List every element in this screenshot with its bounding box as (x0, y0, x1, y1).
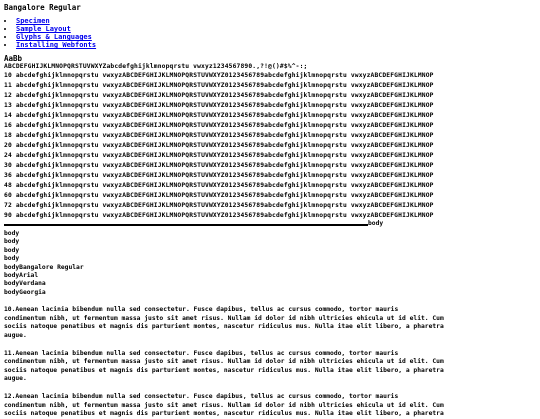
specimen-page (4, 3, 536, 419)
size-sample: abcdefghijklmnopqrstu vwxyzABCDEFGHIJKLMNOPQRSTUVWXYZ0123456789abcdefghijklmnopqrstu vwxyzABCDEFGHIJKLMNOP (15, 132, 434, 139)
family-line: body (4, 255, 20, 263)
nav-item-installing-webfonts (15, 41, 536, 49)
size-label: 90 (4, 212, 12, 219)
size-label: 12 (4, 92, 12, 99)
size-row (4, 91, 536, 101)
size-row (4, 81, 536, 91)
size-row (4, 211, 536, 221)
font-family-list (4, 230, 536, 297)
nav-item-glyphs-languages (15, 33, 536, 41)
size-label: 72 (4, 202, 12, 209)
size-sample: abcdefghijklmnopqrstu vwxyzABCDEFGHIJKLMNOPQRSTUVWXYZ0123456789abcdefghijklmnopqrstu vwxyzABCDEFGHIJKLMNOP (15, 92, 434, 99)
size-label: 13 (4, 102, 12, 109)
size-row (4, 191, 536, 201)
size-row (4, 131, 536, 141)
size-sample: abcdefghijklmnopqrstu vwxyzABCDEFGHIJKLMNOPQRSTUVWXYZ0123456789abcdefghijklmnopqrstu vwxyzABCDEFGHIJKLMNOP (15, 112, 434, 119)
size-sample: abcdefghijklmnopqrstu vwxyzABCDEFGHIJKLMNOPQRSTUVWXYZ0123456789abcdefghijklmnopqrstu vwxyzABCDEFGHIJKLMNOP (15, 102, 434, 109)
nav-item-specimen (15, 17, 536, 25)
size-row (4, 111, 536, 121)
size-row (4, 121, 536, 131)
paragraph-line: 10.Aenean lacinia bibendum nulla sed consectetur. Fusce dapibus, tellus ac cursus commodo, tortor mauris (4, 306, 399, 314)
size-row (4, 141, 536, 151)
size-label: 48 (4, 182, 12, 189)
nav-item-sample-layout (15, 25, 536, 33)
charset-line: ABCDEFGHIJKLMNOPQRSTUVWXYZabcdefghijklmnopqrstu vwxyz1234567890.,?!@()#$%^-:; (4, 63, 308, 70)
size-rows (4, 71, 536, 221)
nav-link-installing-webfonts[interactable]: Installing Webfonts (16, 41, 97, 49)
paragraph-line: sociis natoque penatibus et magnis dis parturient montes, nascetur ridiculus mus. Nulla itae elit libero, a pharetra (4, 410, 444, 418)
specimen-heading: AaBb (4, 54, 23, 63)
size-row (4, 171, 536, 181)
family-line: bodyBangalore Regular (4, 263, 84, 271)
rule-row (4, 221, 536, 230)
nav-link-glyphs-languages[interactable]: Glyphs & Languages (16, 33, 92, 41)
paragraph-12 (4, 393, 536, 419)
paragraph-line: sociis natoque penatibus et magnis dis parturient montes, nascetur ridiculus mus. Nulla itae elit libero, a pharetra (4, 366, 444, 374)
paragraph-11 (4, 350, 536, 384)
family-line: bodyVerdana (4, 280, 46, 288)
paragraph-line: augue. (4, 375, 27, 383)
family-line: bodyGeorgia (4, 288, 46, 296)
paragraph-line: condimentum nibh, ut fermentum massa justo sit amet risus. Nullam id dolor id nibh ultricies ehicula ut id elit. Cum (4, 358, 444, 366)
size-sample: abcdefghijklmnopqrstu vwxyzABCDEFGHIJKLMNOPQRSTUVWXYZ0123456789abcdefghijklmnopqrstu vwxyzABCDEFGHIJKLMNOP (15, 82, 434, 89)
size-row (4, 201, 536, 211)
page-title: Bangalore Regular (4, 3, 81, 12)
nav-link-specimen[interactable]: Specimen (16, 17, 50, 25)
size-row (4, 161, 536, 171)
size-sample: abcdefghijklmnopqrstu vwxyzABCDEFGHIJKLMNOPQRSTUVWXYZ0123456789abcdefghijklmnopqrstu vwxyzABCDEFGHIJKLMNOP (15, 212, 434, 219)
nav-list (4, 17, 536, 49)
nav-link-sample-layout[interactable]: Sample Layout (16, 25, 71, 33)
family-line: body (4, 230, 20, 237)
paragraph-line: condimentum nibh, ut fermentum massa justo sit amet risus. Nullam id dolor id nibh ultricies ehicula ut id elit. Cum (4, 314, 444, 322)
size-label: 11 (4, 82, 12, 89)
family-line: body (4, 238, 20, 246)
paragraph-line: condimentum nibh, ut fermentum massa justo sit amet risus. Nullam id dolor id nibh ultricies ehicula ut id elit. Cum (4, 401, 444, 409)
family-line: body (4, 246, 20, 254)
size-sample: abcdefghijklmnopqrstu vwxyzABCDEFGHIJKLMNOPQRSTUVWXYZ0123456789abcdefghijklmnopqrstu vwxyzABCDEFGHIJKLMNOP (15, 182, 434, 189)
paragraph-line: augue. (4, 332, 27, 340)
size-sample: abcdefghijklmnopqrstu vwxyzABCDEFGHIJKLMNOPQRSTUVWXYZ0123456789abcdefghijklmnopqrstu vwxyzABCDEFGHIJKLMNOP (15, 152, 434, 159)
paragraph-line: sociis natoque penatibus et magnis dis parturient montes, nascetur ridiculus mus. Nulla itae elit libero, a pharetra (4, 323, 444, 331)
size-sample: abcdefghijklmnopqrstu vwxyzABCDEFGHIJKLMNOPQRSTUVWXYZ0123456789abcdefghijklmnopqrstu vwxyzABCDEFGHIJKLMNOP (15, 122, 434, 129)
size-sample: abcdefghijklmnopqrstu vwxyzABCDEFGHIJKLMNOPQRSTUVWXYZ0123456789abcdefghijklmnopqrstu vwxyzABCDEFGHIJKLMNOP (15, 142, 434, 149)
size-sample: abcdefghijklmnopqrstu vwxyzABCDEFGHIJKLMNOPQRSTUVWXYZ0123456789abcdefghijklmnopqrstu vwxyzABCDEFGHIJKLMNOP (15, 72, 434, 79)
size-sample: abcdefghijklmnopqrstu vwxyzABCDEFGHIJKLMNOPQRSTUVWXYZ0123456789abcdefghijklmnopqrstu vwxyzABCDEFGHIJKLMNOP (15, 202, 434, 209)
size-label: 14 (4, 112, 12, 119)
size-row (4, 181, 536, 191)
rule-label: body (368, 220, 384, 227)
size-label: 10 (4, 72, 12, 79)
size-sample: abcdefghijklmnopqrstu vwxyzABCDEFGHIJKLMNOPQRSTUVWXYZ0123456789abcdefghijklmnopqrstu vwxyzABCDEFGHIJKLMNOP (15, 162, 434, 169)
paragraph-10 (4, 306, 536, 340)
size-label: 18 (4, 132, 12, 139)
size-label: 30 (4, 162, 12, 169)
horizontal-rule (4, 224, 368, 226)
size-row (4, 151, 536, 161)
size-label: 16 (4, 122, 12, 129)
size-row (4, 101, 536, 111)
size-sample: abcdefghijklmnopqrstu vwxyzABCDEFGHIJKLMNOPQRSTUVWXYZ0123456789abcdefghijklmnopqrstu vwxyzABCDEFGHIJKLMNOP (15, 192, 434, 199)
size-label: 60 (4, 192, 12, 199)
size-label: 24 (4, 152, 12, 159)
family-line: bodyArial (4, 272, 39, 280)
paragraph-line: 11.Aenean lacinia bibendum nulla sed consectetur. Fusce dapibus, tellus ac cursus commodo, tortor mauris (4, 349, 399, 357)
size-label: 20 (4, 142, 12, 149)
size-label: 36 (4, 172, 12, 179)
size-row (4, 71, 536, 81)
paragraph-line: 12.Aenean lacinia bibendum nulla sed consectetur. Fusce dapibus, tellus ac cursus commodo, tortor mauris (4, 393, 399, 400)
size-sample: abcdefghijklmnopqrstu vwxyzABCDEFGHIJKLMNOPQRSTUVWXYZ0123456789abcdefghijklmnopqrstu vwxyzABCDEFGHIJKLMNOP (15, 172, 434, 179)
